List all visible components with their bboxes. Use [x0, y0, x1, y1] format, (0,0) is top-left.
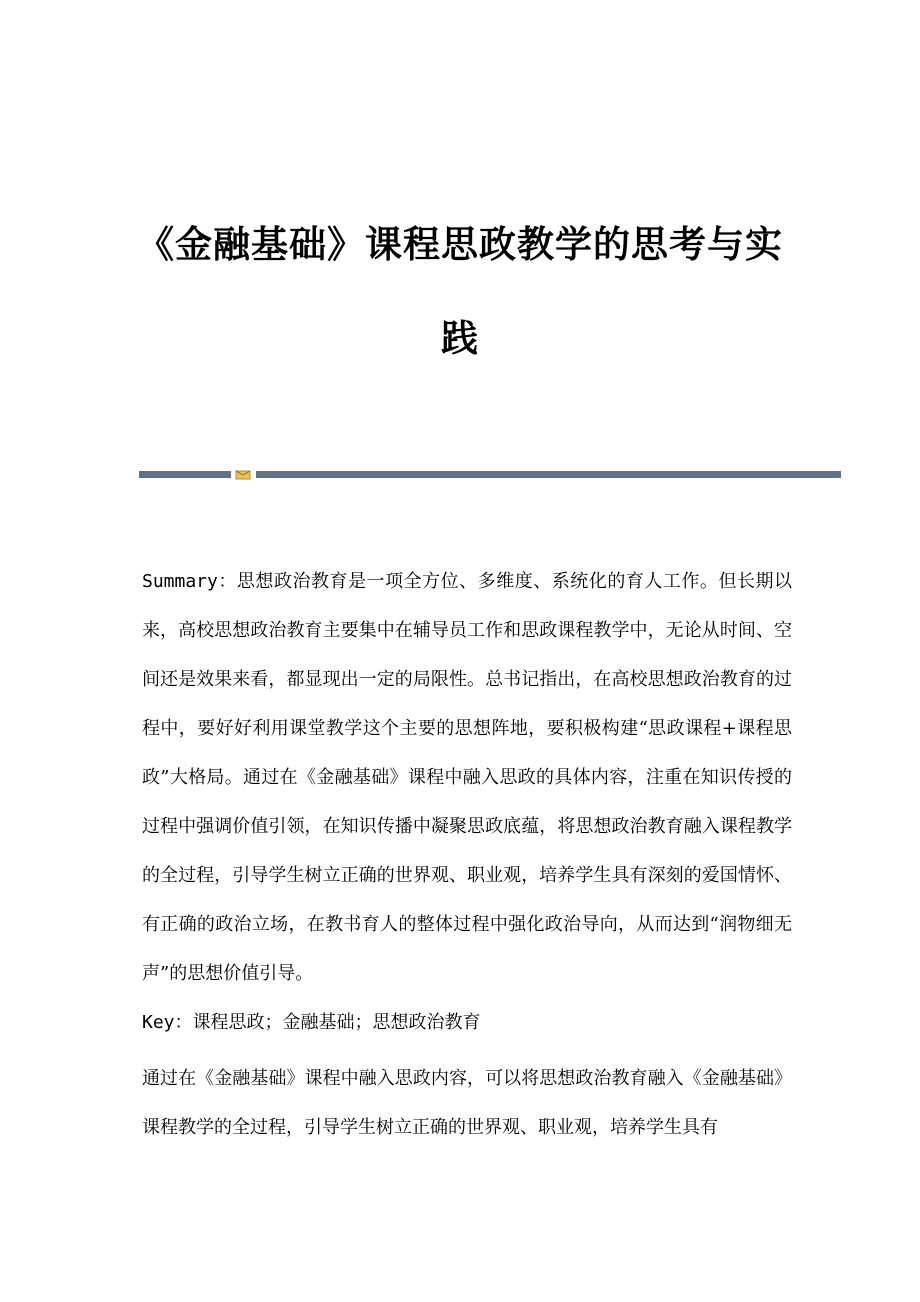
divider-ornament-icon [235, 470, 251, 480]
document-title-line-2: 践 [441, 316, 479, 360]
summary-paragraph [142, 557, 792, 998]
divider-bar-left [139, 471, 231, 478]
summary-label: Summary： [142, 571, 237, 592]
keywords-text: 课程思政；金融基础；思想政治教育 [192, 1012, 481, 1033]
title-divider [139, 470, 841, 480]
keywords-label: Key： [142, 1012, 193, 1033]
body-paragraph: 通过在《金融基础》课程中融入思政内容，可以将思想政治教育融入《金融基础》课程教学的全过程，引导学生树立正确的世界观、职业观，培养学生具有 [142, 1068, 792, 1138]
keywords-paragraph [142, 998, 792, 1047]
document-title-line-1: 《金融基础》课程思政教学的思考与实 [137, 222, 783, 266]
summary-text: 思想政治教育是一项全方位、多维度、系统化的育人工作。但长期以来，高校思想政治教育主要集中在辅导员工作和思政课程教学中，无论从时间、空间还是效果来看，都显现出一定的局限性。总书记指出，在高校思想政治教育的过程中，要好好利用课堂教学这个主要的思想阵地，要积极构建“思政课程+课程思政”大格局。通过在《金融基础》课程中融入思政的具体内容，注重在知识传授的过程中强调价值引领，在知识传播中凝聚思政底蕴，将思想政治教育融入课程教学的全过程，引导学生树立正确的世界观、职业观，培养学生具有深刻的爱国情怀、有正确的政治立场，在教书育人的整体过程中强化政治导向，从而达到“润物细无声”的思想价值引导。 [142, 571, 793, 984]
divider-bar-right [256, 471, 841, 478]
